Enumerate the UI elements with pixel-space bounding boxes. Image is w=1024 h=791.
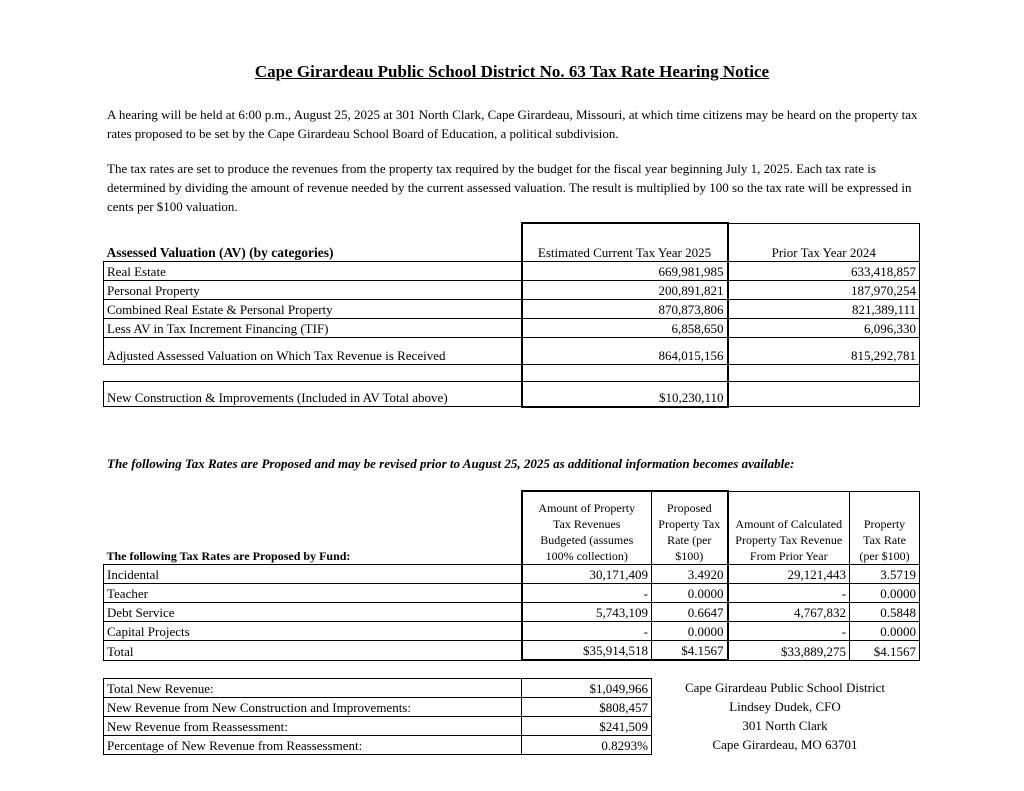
fund-col-budget-header	[522, 491, 652, 565]
fund-prior-rate: 3.5719	[850, 565, 920, 584]
revenue-row	[104, 736, 652, 755]
revenue-value: $1,049,966	[522, 679, 652, 698]
fund-budget: -	[522, 622, 652, 641]
fund-heading: The following Tax Rates are Proposed by Fund:	[104, 491, 522, 565]
fund-label: Debt Service	[104, 603, 522, 622]
av-row-prior: 6,096,330	[728, 318, 920, 337]
header-line: Property Tax Revenue	[735, 533, 843, 547]
fund-rate: 0.6647	[652, 603, 728, 622]
fund-rate: 0.0000	[652, 584, 728, 603]
av-row	[104, 318, 920, 337]
header-line: Property Tax	[658, 517, 721, 531]
av-adjusted-current: 864,015,156	[522, 337, 728, 364]
av-new-construction-row	[104, 381, 920, 407]
fund-col-prior-rate-header	[850, 491, 920, 565]
revenue-value: $241,509	[522, 717, 652, 736]
fund-prior-rate: $4.1567	[850, 641, 920, 661]
header-line: Property	[863, 517, 906, 531]
av-spacer-row	[104, 364, 920, 381]
fund-prior-rate: 0.0000	[850, 584, 920, 603]
header-line: From Prior Year	[749, 549, 828, 563]
av-adjusted-row	[104, 337, 920, 364]
fund-total-row	[104, 641, 920, 661]
new-construction-prior	[728, 381, 920, 407]
contact-district: Cape Girardeau Public School District	[684, 680, 885, 695]
fund-label: Total	[104, 641, 522, 661]
contact-block	[652, 678, 918, 754]
av-row	[104, 299, 920, 318]
av-row-prior: 821,389,111	[728, 299, 920, 318]
fund-label: Capital Projects	[104, 622, 522, 641]
fund-rate: $4.1567	[652, 641, 728, 661]
revenue-row	[104, 717, 652, 736]
header-line: Proposed	[666, 501, 712, 515]
av-row-current: 870,873,806	[522, 299, 728, 318]
av-row-label: Less AV in Tax Increment Financing (TIF)	[104, 318, 522, 337]
av-spacer	[104, 364, 522, 381]
fund-budget: $35,914,518	[522, 641, 652, 661]
fund-prior-rev: -	[728, 622, 850, 641]
fund-budget: -	[522, 584, 652, 603]
header-line: Rate (per	[667, 533, 712, 547]
av-row-label: Combined Real Estate & Personal Property	[104, 299, 522, 318]
assessed-valuation-table	[103, 222, 920, 408]
fund-col-rate-header	[652, 491, 728, 565]
av-heading: Assessed Valuation (AV) (by categories)	[104, 223, 522, 261]
fund-rate: 3.4920	[652, 565, 728, 584]
av-row-label: Real Estate	[104, 261, 522, 280]
revenue-value: 0.8293%	[522, 736, 652, 755]
av-col-current: Estimated Current Tax Year 2025	[522, 223, 728, 261]
fund-row	[104, 603, 920, 622]
fund-rate: 0.0000	[652, 622, 728, 641]
revenue-row	[104, 679, 652, 698]
fund-prior-rev: 29,121,443	[728, 565, 850, 584]
av-spacer	[522, 364, 728, 381]
fund-label: Incidental	[104, 565, 522, 584]
av-row-label: Personal Property	[104, 280, 522, 299]
revenue-label: Percentage of New Revenue from Reassessment:	[104, 736, 522, 755]
fund-prior-rev: $33,889,275	[728, 641, 850, 661]
contact-city: Cape Girardeau, MO 63701	[712, 737, 858, 752]
av-row-current: 200,891,821	[522, 280, 728, 299]
fund-prior-rev: -	[728, 584, 850, 603]
fund-label: Teacher	[104, 584, 522, 603]
proposed-rates-note: The following Tax Rates are Proposed and may be revised prior to August 25, 2025 as additional information becomes available:	[107, 456, 795, 471]
header-line: (per $100)	[859, 549, 910, 563]
fund-col-prior-rev-header	[728, 491, 850, 565]
header-line: $100)	[675, 549, 704, 563]
contact-street: 301 North Clark	[742, 718, 828, 733]
fund-prior-rev: 4,767,832	[728, 603, 850, 622]
av-adjusted-label: Adjusted Assessed Valuation on Which Tax Revenue is Received	[104, 337, 522, 364]
fund-prior-rate: 0.0000	[850, 622, 920, 641]
revenue-label: New Revenue from Reassessment:	[104, 717, 522, 736]
notice-title: Cape Girardeau Public School District No. 63 Tax Rate Hearing Notice	[254, 62, 770, 81]
header-line: Tax Revenues	[553, 517, 621, 531]
av-spacer	[728, 364, 920, 381]
fund-row	[104, 622, 920, 641]
av-adjusted-prior: 815,292,781	[728, 337, 920, 364]
tax-rate-explanation-paragraph: The tax rates are set to produce the revenues from the property tax required by the budget for the fiscal year beginning July 1, 2025. Each tax rate is determined by dividing the amount of revenue needed by the current assessed valuation. The result is multiplied by 100 so the tax rate will be expressed in cents per $100 valuation.	[107, 161, 912, 214]
av-row-current: 6,858,650	[522, 318, 728, 337]
fund-budget: 30,171,409	[522, 565, 652, 584]
av-row-prior: 633,418,857	[728, 261, 920, 280]
fund-row	[104, 565, 920, 584]
header-line: Amount of Calculated	[735, 517, 843, 531]
new-revenue-table	[103, 678, 652, 755]
fund-row	[104, 584, 920, 603]
av-row-prior: 187,970,254	[728, 280, 920, 299]
fund-budget: 5,743,109	[522, 603, 652, 622]
av-col-prior: Prior Tax Year 2024	[728, 223, 920, 261]
av-row-current: 669,981,985	[522, 261, 728, 280]
header-line: Tax Rate	[863, 533, 906, 547]
fund-tax-rate-table	[103, 490, 920, 661]
revenue-value: $808,457	[522, 698, 652, 717]
revenue-label: New Revenue from New Construction and Improvements:	[104, 698, 522, 717]
av-row	[104, 280, 920, 299]
hearing-paragraph: A hearing will be held at 6:00 p.m., August 25, 2025 at 301 North Clark, Cape Girardeau, Missouri, at which time citizens may be heard on the property tax rates proposed to be set by the Cape Girardeau School Board of Education, a political subdivision.	[107, 107, 918, 141]
fund-prior-rate: 0.5848	[850, 603, 920, 622]
revenue-row	[104, 698, 652, 717]
contact-name: Lindsey Dudek, CFO	[729, 699, 841, 714]
header-line: Budgeted (assumes	[540, 533, 634, 547]
new-construction-current: $10,230,110	[522, 381, 728, 407]
av-row	[104, 261, 920, 280]
header-line: 100% collection)	[545, 549, 628, 563]
header-line: Amount of Property	[538, 501, 636, 515]
new-construction-label: New Construction & Improvements (Included in AV Total above)	[104, 381, 522, 407]
revenue-label: Total New Revenue:	[104, 679, 522, 698]
